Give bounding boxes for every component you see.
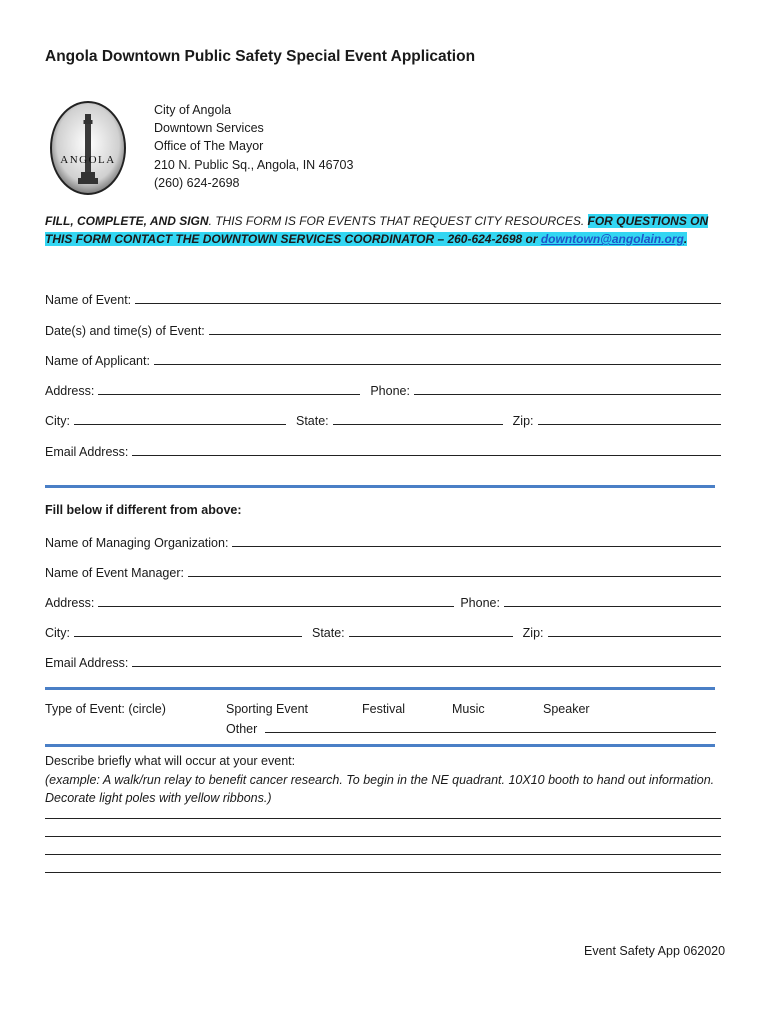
address-label: Address: [45, 384, 95, 398]
zip-field[interactable] [538, 411, 721, 425]
applicant-name-field[interactable] [154, 351, 721, 365]
applicant-name-label: Name of Applicant: [45, 354, 150, 368]
applicant-email-row [45, 441, 721, 459]
description-prompt: Describe briefly what will occur at your event: [45, 754, 296, 768]
manager-address-row [45, 592, 721, 610]
notice-text: . THIS FORM IS FOR EVENTS THAT REQUEST CITY RESOURCES. [208, 214, 588, 228]
state-field[interactable] [333, 411, 503, 425]
manager-city-label: City: [45, 626, 70, 640]
contact-line: (260) 624-2698 [154, 175, 240, 190]
section-divider [45, 744, 715, 747]
contact-line: Downtown Services [154, 121, 264, 136]
notice-end: . [683, 232, 688, 246]
event-manager-label: Name of Event Manager: [45, 566, 184, 580]
event-name-row [45, 289, 721, 307]
manager-zip-label: Zip: [522, 626, 544, 640]
zip-label: Zip: [512, 414, 534, 428]
contact-line: City of Angola [154, 103, 232, 117]
contact-line: Office of The Mayor [154, 139, 264, 154]
event-manager-row [45, 562, 721, 580]
address-field[interactable] [98, 381, 360, 395]
applicant-address-row [45, 380, 721, 398]
event-dates-row [45, 320, 721, 338]
manager-city-field[interactable] [74, 623, 302, 637]
managing-org-row [45, 532, 721, 550]
event-dates-field[interactable] [209, 321, 721, 335]
manager-email-row [45, 652, 721, 670]
manager-address-label: Address: [45, 596, 95, 610]
email-label: Email Address: [45, 445, 129, 459]
managing-org-label: Name of Managing Organization: [45, 536, 229, 550]
manager-city-row [45, 622, 721, 640]
manager-phone-label: Phone: [460, 596, 500, 610]
logo-text: ANGOLA [60, 154, 116, 166]
event-dates-label: Date(s) and time(s) of Event: [45, 324, 205, 338]
event-type-other-label: Other [226, 722, 258, 736]
description-line[interactable] [45, 854, 721, 855]
notice-highlight-text: FOR QUESTIONS ON THIS FORM CONTACT THE DOWNTOWN SERVICES COORDINATOR – 260-624-2698 or [45, 214, 709, 246]
event-type-option[interactable]: Speaker [543, 702, 590, 716]
phone-label: Phone: [370, 384, 410, 398]
event-name-label: Name of Event: [45, 293, 132, 307]
alternate-contact-heading: Fill below if different from above: [45, 503, 242, 517]
city-field[interactable] [74, 411, 286, 425]
description-line[interactable] [45, 818, 721, 819]
event-type-other-field[interactable] [265, 719, 716, 733]
contact-line: 210 N. Public Sq., Angola, IN 46703 [154, 157, 354, 172]
applicant-name-row [45, 350, 721, 368]
email-field[interactable] [132, 442, 721, 456]
contact-block [154, 101, 353, 192]
manager-state-field[interactable] [349, 623, 513, 637]
manager-address-field[interactable] [98, 593, 454, 607]
instructions-notice [45, 212, 725, 248]
event-type-option[interactable]: Festival [362, 702, 406, 716]
manager-email-label: Email Address: [45, 656, 129, 670]
section-divider [45, 687, 715, 690]
phone-field[interactable] [414, 381, 721, 395]
event-type-option[interactable]: Sporting Event [226, 702, 308, 716]
coordinator-email-link[interactable]: downtown@angolain.org [540, 232, 684, 246]
applicant-city-row [45, 410, 721, 428]
manager-state-label: State: [312, 626, 345, 640]
form-version-footer: Event Safety App 062020 [584, 944, 726, 958]
description-line[interactable] [45, 836, 721, 837]
form-title: Angola Downtown Public Safety Special Event Application [45, 48, 476, 65]
event-type-label: Type of Event: (circle) [45, 702, 166, 716]
event-type-other-row [226, 718, 716, 736]
managing-org-field[interactable] [232, 533, 721, 547]
state-label: State: [296, 414, 329, 428]
notice-bold: FILL, COMPLETE, AND SIGN [45, 214, 209, 228]
event-manager-field[interactable] [188, 563, 721, 577]
manager-zip-field[interactable] [548, 623, 721, 637]
event-name-field[interactable] [135, 290, 721, 304]
monument-logo-icon [48, 100, 128, 196]
description-block [45, 752, 725, 808]
section-divider [45, 485, 715, 488]
description-example: (example: A walk/run relay to benefit cancer research. To begin in the NE quadrant. 10X10 booth to hand out information. Decorate light poles with yellow ribbons.) [45, 772, 715, 805]
event-type-option[interactable]: Music [452, 702, 485, 716]
manager-email-field[interactable] [132, 653, 721, 667]
manager-phone-field[interactable] [504, 593, 721, 607]
city-label: City: [45, 414, 70, 428]
description-line[interactable] [45, 872, 721, 873]
